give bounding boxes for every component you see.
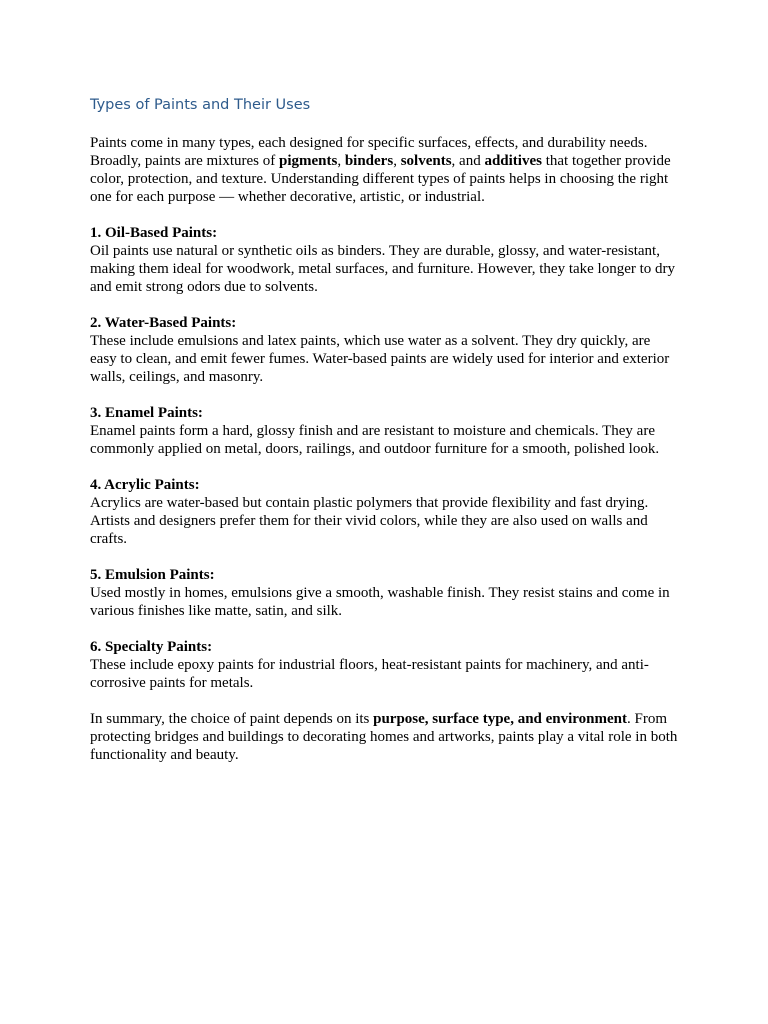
intro-text-5: that together provide color, protection, and texture. Understanding different types of paints helps in choosing the right one for each purpose — whether decorative, artistic, or industrial. — [90, 153, 671, 205]
intro-text-2: , — [337, 153, 345, 169]
section-body: Used mostly in homes, emulsions give a smooth, washable finish. They resist stains and come in various finishes like matte, satin, and silk. — [90, 585, 670, 619]
summary-text-1: In summary, the choice of paint depends on its — [90, 711, 374, 727]
section-water-based — [90, 314, 680, 386]
summary-text-2: . From protecting bridges and buildings to decorating homes and artworks, paints play a vital role in both functionality and beauty. — [90, 711, 678, 763]
summary-paragraph — [90, 710, 680, 764]
section-heading: 1. Oil-Based Paints: — [90, 225, 218, 241]
section-heading: 3. Enamel Paints: — [90, 405, 203, 421]
section-body: These include epoxy paints for industrial floors, heat-resistant paints for machinery, and anti-corrosive paints for metals. — [90, 657, 649, 691]
intro-bold-binders: binders — [344, 153, 394, 169]
section-enamel — [90, 404, 680, 458]
section-body: Oil paints use natural or synthetic oils as binders. They are durable, glossy, and water-resistant, making them ideal for woodwork, metal surfaces, and furniture. However, they take longer to dry and emit strong odors due to solvents. — [90, 243, 676, 295]
intro-paragraph — [90, 134, 680, 206]
document-title: Types of Paints and Their Uses — [90, 97, 311, 113]
section-oil-based — [90, 224, 680, 296]
section-emulsion — [90, 566, 680, 620]
intro-bold-solvents: solvents — [400, 153, 452, 169]
intro-text-1: Paints come in many types, each designed for specific surfaces, effects, and durability needs. Broadly, paints are mixtures of — [90, 135, 648, 169]
section-heading: 5. Emulsion Paints: — [90, 567, 215, 583]
intro-text-3: , — [393, 153, 401, 169]
section-heading: 2. Water-Based Paints: — [90, 315, 237, 331]
intro-text-4: , and — [451, 153, 485, 169]
section-body: Enamel paints form a hard, glossy finish and are resistant to moisture and chemicals. They are commonly applied on metal, doors, railings, and outdoor furniture for a smooth, polished look. — [90, 423, 660, 457]
intro-bold-additives: additives — [484, 153, 542, 169]
section-acrylic — [90, 476, 680, 548]
intro-bold-pigments: pigments — [278, 153, 338, 169]
section-specialty — [90, 638, 680, 692]
section-body: These include emulsions and latex paints, which use water as a solvent. They dry quickly, are easy to clean, and emit fewer fumes. Water-based paints are widely used for interior and exterior walls, ceilings, and masonry. — [90, 333, 670, 385]
document-content — [90, 95, 680, 782]
section-heading: 4. Acrylic Paints: — [90, 477, 200, 493]
section-heading: 6. Specialty Paints: — [90, 639, 213, 655]
section-body: Acrylics are water-based but contain plastic polymers that provide flexibility and fast drying. Artists and designers prefer them for their vivid colors, while they are also used on walls and crafts. — [90, 495, 649, 547]
summary-bold-keywords: purpose, surface type, and environment — [373, 711, 628, 727]
